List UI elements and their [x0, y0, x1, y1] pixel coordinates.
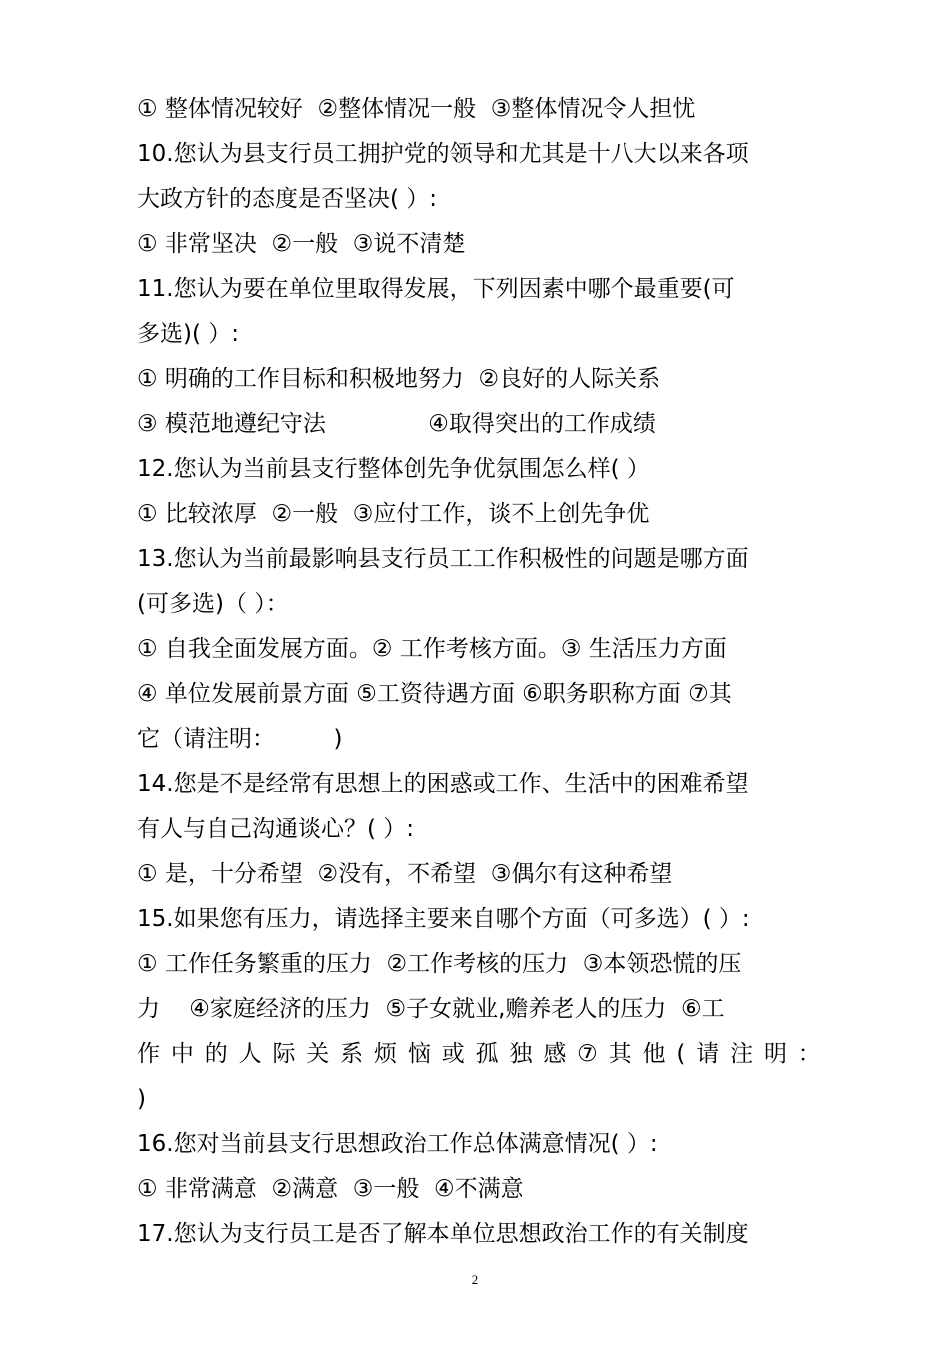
text-line: 力 ④家庭经济的压力 ⑤子女就业,赡养老人的压力 ⑥工 [137, 996, 725, 1022]
text-line-justified: 作 中 的 人 际 关 系 烦 恼 或 孤 独 感 ⑦ 其 他 ( 请 注 明 ： [137, 1041, 821, 1067]
text-line: ① 是，十分希望 ②没有，不希望 ③偶尔有这种希望 [137, 861, 673, 887]
text-line: ③ 模范地遵纪守法 ④取得突出的工作成绩 [137, 411, 656, 437]
text-line: 15.如果您有压力，请选择主要来自哪个方面（可多选）( ）: [137, 906, 750, 932]
text-line: 10.您认为县支行员工拥护党的领导和尤其是十八大以来各项 [137, 141, 749, 167]
text-line: ① 整体情况较好 ②整体情况一般 ③整体情况令人担忧 [137, 96, 696, 122]
text-line: 12.您认为当前县支行整体创先争优氛围怎么样( ） [137, 456, 650, 482]
text-line: ① 比较浓厚 ②一般 ③应付工作，谈不上创先争优 [137, 501, 650, 527]
text-line: 14.您是不是经常有思想上的困惑或工作、生活中的困难希望 [137, 771, 749, 797]
text-line: 多选)( ）: [137, 321, 240, 347]
text-line: 11.您认为要在单位里取得发展，下列因素中哪个最重要(可 [137, 276, 735, 302]
page-number: 2 [471, 1272, 479, 1287]
text-line: ① 自我全面发展方面。② 工作考核方面。③ 生活压力方面 [137, 636, 727, 662]
text-line: ① 工作任务繁重的压力 ②工作考核的压力 ③本领恐慌的压 [137, 951, 742, 977]
text-line: ④ 单位发展前景方面 ⑤工资待遇方面 ⑥职务职称方面 ⑦其 [137, 681, 732, 707]
text-line: ① 明确的工作目标和积极地努力 ②良好的人际关系 [137, 366, 661, 392]
text-line: 17.您认为支行员工是否了解本单位思想政治工作的有关制度 [137, 1221, 749, 1247]
text-line: 16.您对当前县支行思想政治工作总体满意情况( ）: [137, 1131, 658, 1157]
text-line: 它（请注明： ) [137, 726, 343, 752]
text-line: ① 非常坚决 ②一般 ③说不清楚 [137, 231, 466, 257]
text-line: ) [137, 1086, 146, 1112]
text-line: (可多选)（ ）： [137, 591, 289, 617]
text-line: 13.您认为当前最影响县支行员工工作积极性的问题是哪方面 [137, 546, 749, 572]
text-line: 有人与自己沟通谈心？( ）: [137, 816, 415, 842]
text-line: 大政方针的态度是否坚决( ）: [137, 186, 438, 212]
text-line: ① 非常满意 ②满意 ③一般 ④不满意 [137, 1176, 524, 1202]
